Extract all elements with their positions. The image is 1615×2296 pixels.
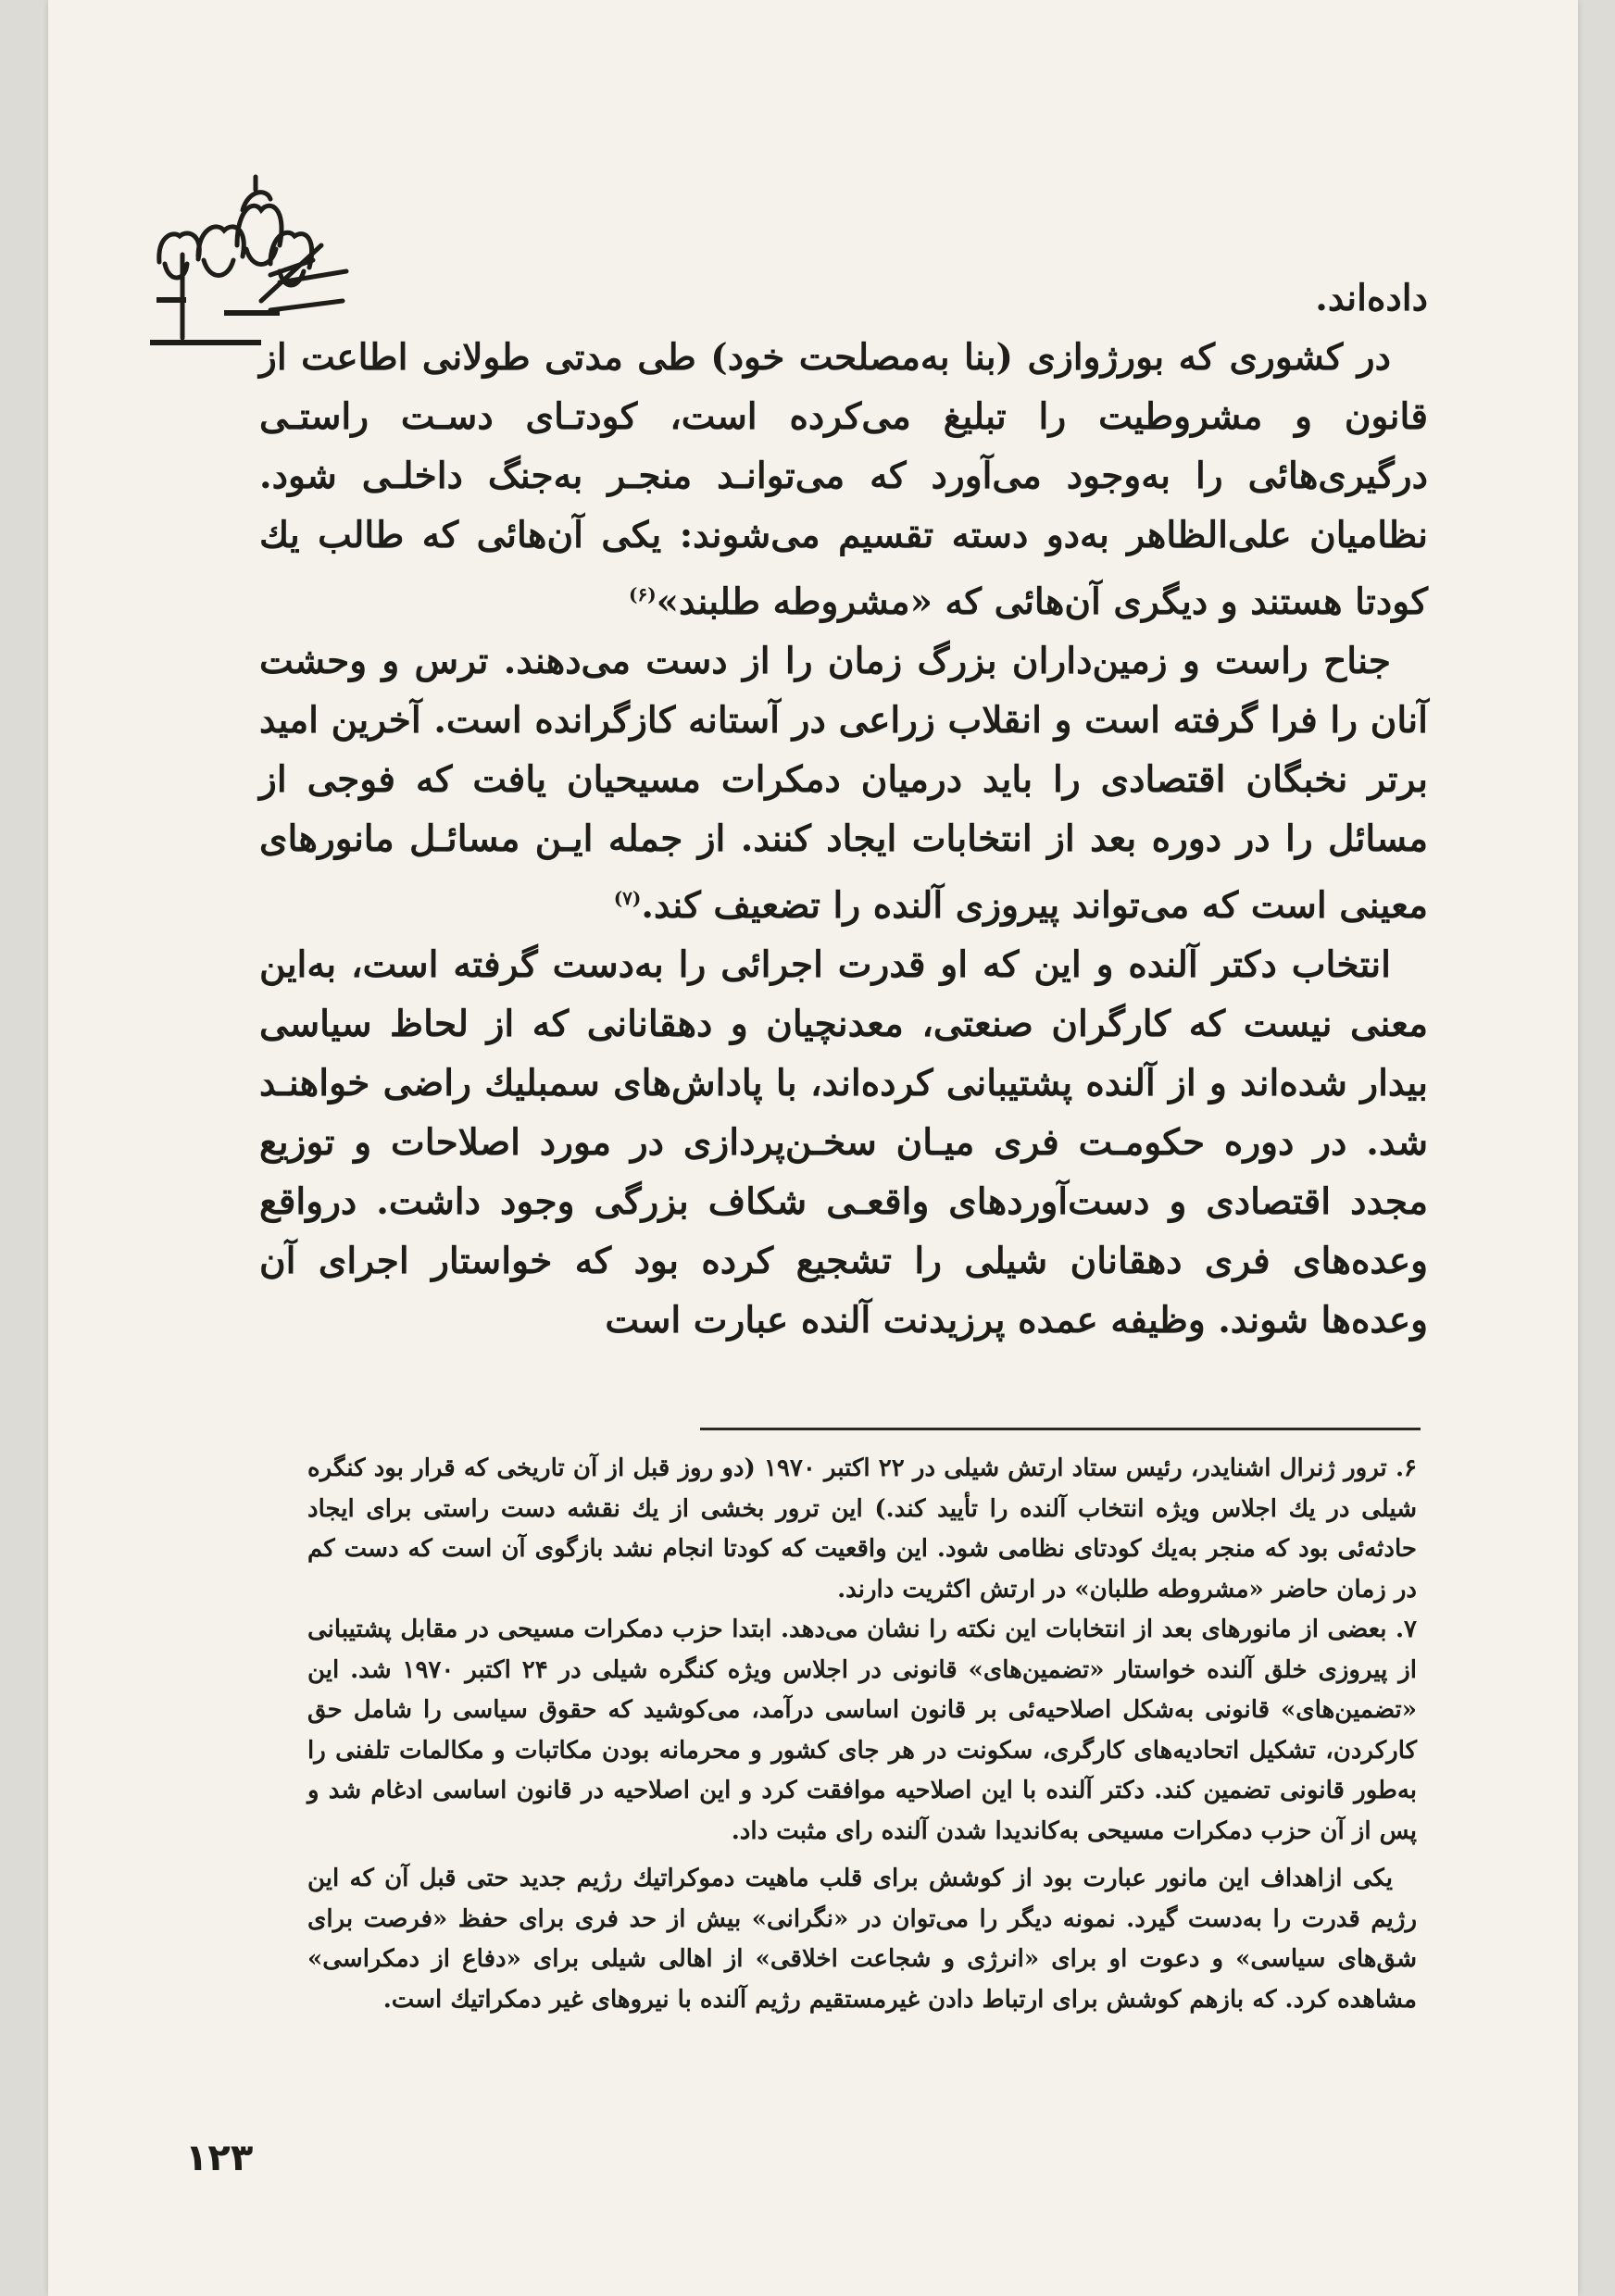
- footnote-6: ۶. ترور ژنرال اشنایدر، رئیس ستاد ارتش شیلی در ۲۲ اکتبر ۱۹۷۰ (دو روز قبل از آن تاریخی که قرار بود کنگره شیلی در یك اجلاس ویژه انتخاب آلنده را تأیید کند.) این ترور بخشی از یك نقشه دست راستی برای ایجاد حادثه‌ئی بود که منجر به‌یك کودتای نظامی شود. این واقعیت که کودتا انجام نشد بازگوی آن است که دست کم در زمان حاضر «مشروطه طلبان» در ارتش اکثریت دارند.: [307, 1454, 1417, 1603]
- paragraph-1: [259, 328, 1428, 631]
- paragraph-1-text: در کشوری که بورژوازی (بنا به‌مصلحت خود) طی مدتی طولانی اطاعت از قانون و مشروطیت را تبلیغ می‌کرده است، کودتـای دسـت راستـی درگیری‌هائی را به‌وجود می‌آورد که می‌توانـد منجـر به‌جنگ داخلـی شود. نظامیان علی‌الظاهر به‌دو دسته تقسیم می‌شوند: یکی آن‌هائی که طالب یك کودتا هستند و دیگری آن‌هائی که «مشروطه طلبند»: [259, 336, 1428, 623]
- paragraph-0: داده‌اند.: [1315, 277, 1428, 319]
- page-number: ۱۲۳: [185, 2137, 254, 2179]
- footnote-7: ۷. بعضی از مانورهای بعد از انتخابات این نکته را نشان می‌دهد. ابتدا حزب دمکرات مسیحی در مقابل پشتیبانی از پیروزی خلق آلنده خواستار «تضمین‌های» قانونی در اجلاس ویژه کنگره شیلی در ۲۴ اکتبر ۱۹۷۰ شد. این «تضمین‌های» قانونی به‌شکل اصلاحیه‌ئی بر قانون اساسی درآمد، می‌کوشید که حقوق سیاسی را شامل حق کارکردن، تشکیل اتحادیه‌های کارگری، سکونت در هر جای کشور و محرمانه بودن مکاتبات و مکالمات تلفنی را به‌طور قانونی تضمین کند. دکتر آلنده با این اصلاحیه موافقت کرد و این اصلاحیه در قانون اساسی ادغام شد و پس از آن حزب دمکرات مسیحی به‌کاندیدا شدن آلنده رای مثبت داد.: [307, 1616, 1418, 1845]
- footnote-ref-7: (۷): [613, 887, 642, 909]
- footnote-7-continued: یکی ازاهداف این مانور عبارت بود از کوشش برای قلب ماهیت دموکراتیك رژیم جدید حتی قبل آن که این رژیم قدرت را به‌دست گیرد. نمونه دیگر را می‌توان در «نگرانی» بیش از حد فری برای حفظ «فرصت برای شق‌های سیاسی» و دعوت او برای «انرژی و شجاعت اخلاقی» از اهالی شیلی برای «دفاع از دمکراسی» مشاهده کرد. که بازهم کوشش برای ارتباط دادن غیرمستقیم رژیم آلنده با نیروهای غیر دمکراتیك است.: [307, 1865, 1417, 2014]
- paragraph-2: [259, 631, 1428, 935]
- footnote-separator: [700, 1428, 1421, 1430]
- book-page: [48, 0, 1578, 2296]
- footnote-ref-6: (۶): [628, 583, 657, 605]
- footnotes: [307, 1449, 1417, 2020]
- paragraph-3: انتخاب دکتر آلنده و این که او قدرت اجرائی را به‌دست گرفته است، به‌این معنی نیست که کارگران صنعتی، معدنچیان و دهقانانی که از لحاظ سیاسی بیدار شده‌اند و از آلنده پشتیبانی کرده‌اند، با پاداش‌های سمبلیك راضی خواهنـد شد. در دوره حکومـت فری میـان سخـن‌پردازی در مورد اصلاحات و توزیع مجدد اقتصادی و دست‌آوردهای واقعـی شکاف بزرگی وجود داشت. درواقع وعده‌های فری دهقانان شیلی را تشجیع کرده بود که خواستار اجرای آن وعده‌ها شوند. وظیفه عمده پرزیدنت آلنده عبارت است: [259, 943, 1428, 1341]
- main-text: [259, 268, 1428, 1350]
- paragraph-2-text: جناح راست و زمین‌داران بزرگ زمان را از دست می‌دهند. ترس و وحشت آنان را فرا گرفته است و انقلاب زراعی در آستانه کازگرانده است. آخرین امید برتر نخبگان اقتصادی را باید درمیان دمکرات مسیحیان یافت که فوجی از مسائل را در دوره بعد از انتخابات ایجاد کنند. از جمله ایـن مسائـل مانورهای معینی است که می‌تواند پیروزی آلنده را تضعیف کند.: [259, 640, 1428, 927]
